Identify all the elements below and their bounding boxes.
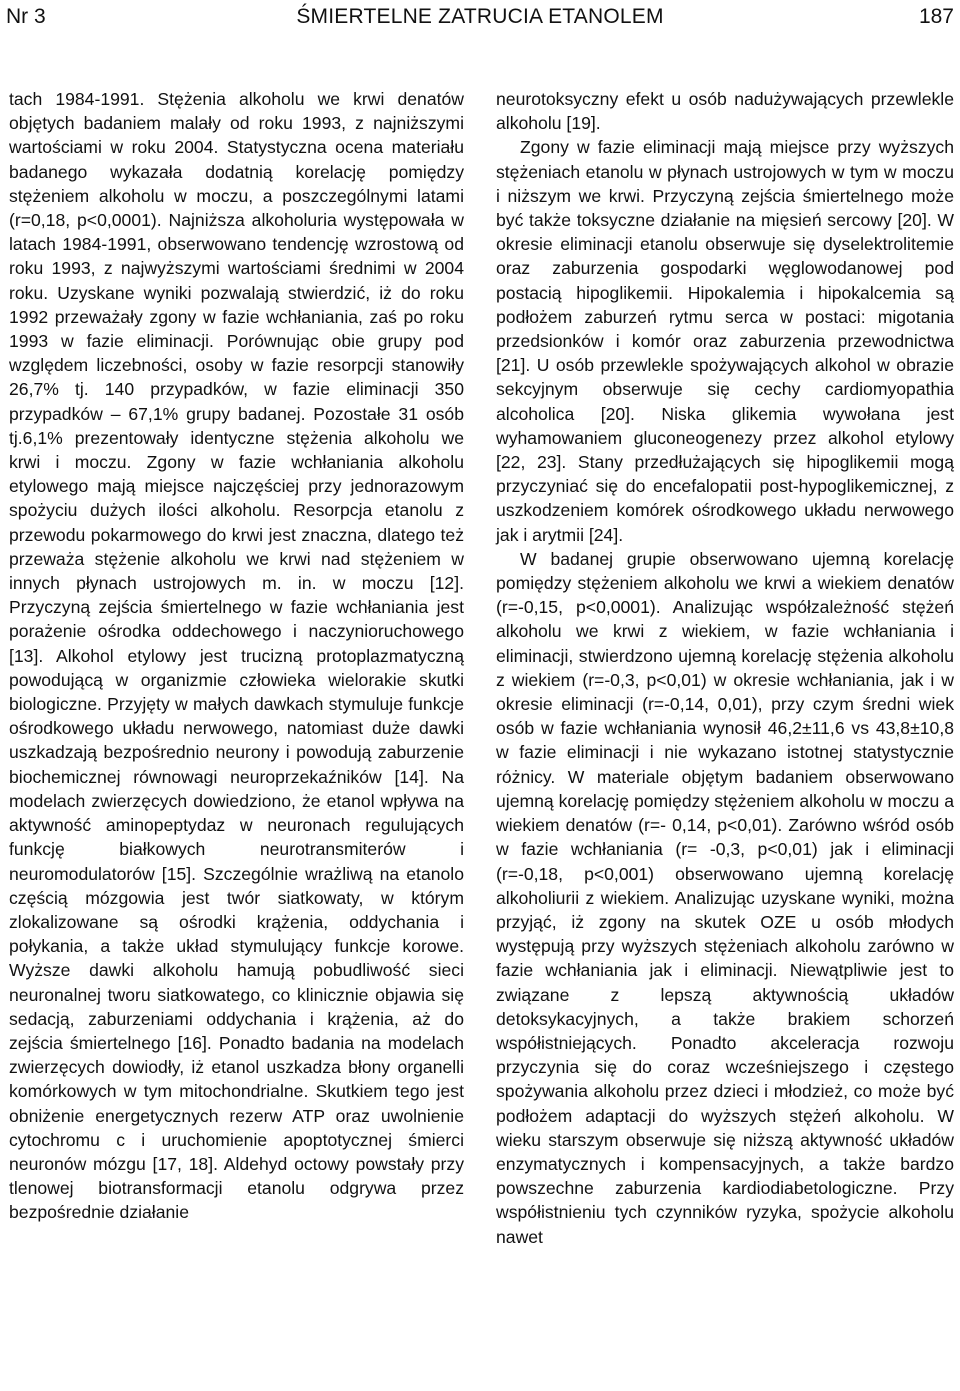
- right-column: [496, 87, 954, 1249]
- left-paragraph-1: tach 1984-1991. Stężenia alkoholu we krwi denatów objętych badaniem malały od roku 1993, z najniższymi wartościami w roku 2004. Statystyczna ocena materiału badanego wykazała dodatnią korelację pomiędzy stężeniem alkoholu w moczu, a poszczególnymi latami (r=0,18, p<0,0001). Najniższa alkoholuria występowała w latach 1984-1991, obserwowano tendencję wzrostową od roku 1993, z najwyższymi wartościami średnimi w 2004 roku. Uzyskane wyniki pozwalają stwierdzić, iż do roku 1992 przeważały zgony w fazie wchłaniania, zaś po roku 1993 w fazie eliminacji. Porównując obie grupy pod względem liczebności, osoby w fazie resorpcji stanowiły 26,7% tj. 140 przypadków, w fazie eliminacji 350 przypadków – 67,1% grupy badanej. Pozostałe 31 osób tj.6,1% prezentowały identyczne stężenia alkoholu we krwi i moczu. Zgony w fazie wchłaniania alkoholu etylowego mają miejsce najczęściej przy jednorazowym spożyciu dużych ilości alkoholu. Resorpcja etanolu z przewodu pokarmowego do krwi jest znaczna, dlatego też przeważa stężenie alkoholu we krwi nad stężeniem w innych płynach ustrojowych m. in. w moczu [12]. Przyczyną zejścia śmiertelnego w fazie wchłaniania jest porażenie ośrodka oddechowego i naczynioruchowego [13]. Alkohol etylowy jest trucizną protoplazmatyczną powodującą w organizmie człowieka wielorakie skutki biologiczne. Przyjęty w małych dawkach stymuluje funkcje ośrodkowego układu nerwowego, natomiast duże dawki uszkadzają bezpośrednio neurony i powodują zaburzenie biochemicznej równowagi neuroprzekaźników [14]. Na modelach zwierzęcych dowiedziono, że etanol wpływa na aktywność aminopeptydaz w neuronach regulujących funkcję białkowych neurotransmiterów i neuromodulatorów [15]. Szczególnie wrażliwą na etanolo częścią mózgowia jest twór siatkowaty, w którym zlokalizowane są ośrodki krążenia, oddychania i połykania, a także układ stymulujący funkcje korowe. Wyższe dawki alkoholu hamują pobudliwość sieci neuronalnej tworu siatkowatego, co klinicznie objawia się sedacją, zaburzeniami oddychania i krążenia, aż do zejścia śmiertelnego [16]. Ponadto badania na modelach zwierzęcych dowiodły, iż etanol uszkadza błony organelli komórkowych w tym mitochondrialne. Skutkiem tego jest obniżenie energetycznych rezerw ATP oraz uwolnienie cytochromu c i uruchomienie apoptotycznej śmierci neuronów mózgu [17, 18]. Aldehyd octowy powstały przy tlenowej biotransformacji etanolu odgrywa przez bezpośrednie działanie: [9, 89, 464, 1223]
- running-title: ŚMIERTELNE ZATRUCIA ETANOLEM: [296, 5, 664, 28]
- right-paragraph-3: W badanej grupie obserwowano ujemną korelację pomiędzy stężeniem alkoholu we krwi a wiekiem denatów (r=-0,15, p<0,0001). Analizując współzależność stężeń alkoholu we krwi z wiekiem, w fazie wchłaniania i eliminacji, stwierdzono ujemną korelację stężenia alkoholu z wiekiem (r=-0,3, p<0,01) w okresie wchłaniania, jak i w okresie eliminacji (r=-0,14, 0,01), przy czym średni wiek osób w fazie wchłaniania wynosił 46,2±11,6 vs 43,8±10,8 w fazie eliminacji i nie wykazano istotnej statystycznie różnicy. W materiale objętym badaniem obserwowano ujemną korelację pomiędzy stężeniem alkoholu w moczu a wiekiem denatów (r=- 0,14, p<0,01). Zarówno wśród osób w fazie wchłaniania (r= -0,3, p<0,01) jak i eliminacji (r=-0,18, p<0,001) obserwowano ujemną korelację alkoholiurii z wiekiem. Analizując uzyskane wyniki, można przyjąć, iż zgony na skutek OZE u osób młodych występują przy wyższych stężeniach alkoholu zarówno w fazie wchłaniania jak i eliminacji. Niewątpliwie jest to związane z lepszą aktywnością układów detoksykacyjnych, a także brakiem schorzeń współistniejących. Ponadto akceleracja rozwoju przyczynia się do coraz wcześniejszego i częstego spożywania alkoholu przez dzieci i młodzież, co może być podłożem adaptacji do wyższych stężeń alkoholu. W wieku starszym obserwuje się niższą aktywność układów enzymatycznych i kompensacyjnych, a także bardzo powszechne zaburzenia kardiodiabetologiczne. Przy współistnieniu tych czynników ryzyka, spożycie alkoholu nawet: [496, 548, 954, 1247]
- left-column: [9, 87, 464, 1225]
- issue-number: Nr 3: [6, 5, 46, 28]
- right-paragraph-1: neurotoksyczny efekt u osób nadużywających przewlekle alkoholu [19].: [496, 89, 954, 134]
- right-paragraph-2: Zgony w fazie eliminacji mają miejsce przy wyższych stężeniach etanolu w płynach ustrojowych w tym w moczu i niższym we krwi. Przyczyną zejścia śmiertelnego może być także toksyczne działanie na mięsień sercowy [20]. W okresie eliminacji etanolu obserwuje się dyselektrolitemie oraz zaburzenia gospodarki węglowodanowej pod postacią hipoglikemii. Hipokalemia i hipokalcemia są podłożem zaburzeń rytmu serca w postaci: migotania przedsionków i komór oraz zaburzenia przewodnictwa [21]. U osób przewlekle spożywających alkohol w obrazie sekcyjnym obserwuje się cechy cardiomyopathia alcoholica [20]. Niska glikemia wywołana jest wyhamowaniem gluconeogenezy przez alkohol etylowy [22, 23]. Stany przedłużających się hipoglikemii mogą przyczyniać się do encefalopatii post-hypoglikemicznej, z uszkodzeniem komórek ośrodkowego układu nerwowego jak i arytmii [24].: [496, 137, 954, 545]
- page-number: 187: [918, 5, 954, 28]
- running-header: [6, 2, 954, 32]
